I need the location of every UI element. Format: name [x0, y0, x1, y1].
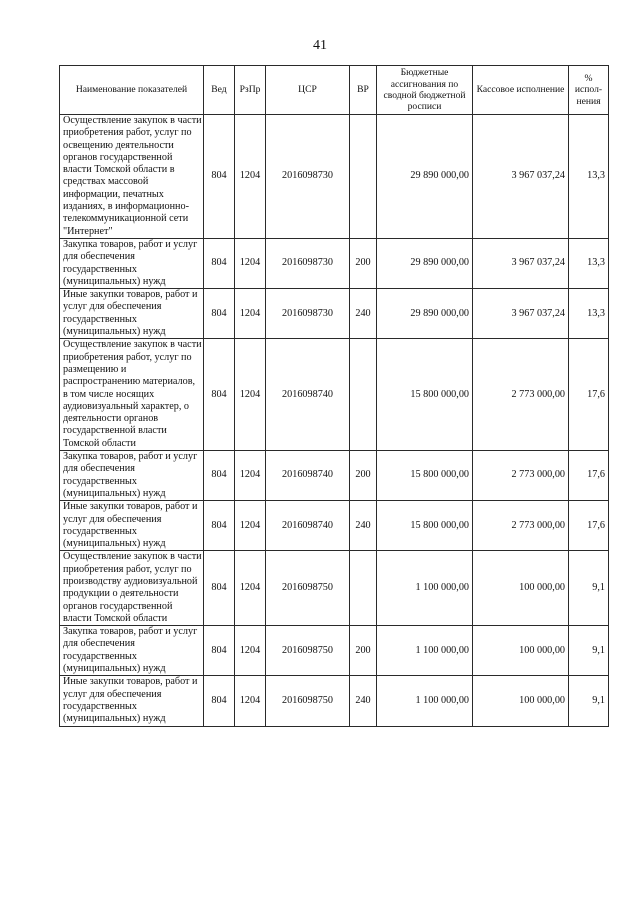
- row-ved: 804: [204, 551, 235, 626]
- row-cash: 3 967 037,24: [473, 289, 569, 339]
- table-row: [60, 238, 609, 288]
- row-rzpr: 1204: [235, 451, 266, 501]
- row-pct: 17,6: [569, 451, 609, 501]
- row-budget: 15 800 000,00: [377, 451, 473, 501]
- header-budget: Бюджетные ассигнования по сводной бюджетной росписи: [377, 66, 473, 115]
- row-rzpr: 1204: [235, 676, 266, 726]
- row-cash: 100 000,00: [473, 626, 569, 676]
- row-pct: 17,6: [569, 501, 609, 551]
- row-budget: 29 890 000,00: [377, 238, 473, 288]
- row-cash: 100 000,00: [473, 551, 569, 626]
- row-rzpr: 1204: [235, 115, 266, 239]
- row-csr: 2016098730: [266, 289, 350, 339]
- row-budget: 1 100 000,00: [377, 626, 473, 676]
- row-cash: 2 773 000,00: [473, 501, 569, 551]
- row-pct: 9,1: [569, 676, 609, 726]
- table-row: [60, 626, 609, 676]
- row-name: Осуществление закупок в части приобретения работ, услуг по размещению и распространению материалов, в том числе носящих аудиовизуальный характер, о деятельности органов государственной власти Томской области: [60, 339, 204, 451]
- row-csr: 2016098750: [266, 676, 350, 726]
- row-rzpr: 1204: [235, 551, 266, 626]
- row-ved: 804: [204, 289, 235, 339]
- row-csr: 2016098730: [266, 238, 350, 288]
- row-cash: 2 773 000,00: [473, 451, 569, 501]
- row-ved: 804: [204, 501, 235, 551]
- header-vr: ВР: [350, 66, 377, 115]
- row-vr: 240: [350, 676, 377, 726]
- row-csr: 2016098740: [266, 501, 350, 551]
- row-rzpr: 1204: [235, 626, 266, 676]
- row-budget: 1 100 000,00: [377, 676, 473, 726]
- row-ved: 804: [204, 339, 235, 451]
- row-vr: 240: [350, 289, 377, 339]
- row-ved: 804: [204, 238, 235, 288]
- header-pct: % испол-нения: [569, 66, 609, 115]
- row-ved: 804: [204, 451, 235, 501]
- row-pct: 17,6: [569, 339, 609, 451]
- row-name: Осуществление закупок в части приобретения работ, услуг по производству аудиовизуальной продукции о деятельности органов государственной власти Томской области: [60, 551, 204, 626]
- row-cash: 3 967 037,24: [473, 238, 569, 288]
- row-vr: 200: [350, 238, 377, 288]
- table-row: [60, 339, 609, 451]
- row-name: Иные закупки товаров, работ и услуг для обеспечения государственных (муниципальных) нужд: [60, 501, 204, 551]
- row-budget: 15 800 000,00: [377, 339, 473, 451]
- row-name: Осуществление закупок в части приобретения работ, услуг по освещению деятельности органов государственной власти Томской области в средствах массовой информации, печатных изданиях, в информационно-телекоммуникационной сети "Интернет": [60, 115, 204, 239]
- row-rzpr: 1204: [235, 289, 266, 339]
- row-vr: 200: [350, 626, 377, 676]
- row-rzpr: 1204: [235, 339, 266, 451]
- table-row: [60, 115, 609, 239]
- row-vr: [350, 551, 377, 626]
- row-rzpr: 1204: [235, 238, 266, 288]
- header-ved: Вед: [204, 66, 235, 115]
- row-csr: 2016098740: [266, 339, 350, 451]
- row-name: Закупка товаров, работ и услуг для обеспечения государственных (муниципальных) нужд: [60, 451, 204, 501]
- page-number: 41: [313, 38, 327, 53]
- row-ved: 804: [204, 115, 235, 239]
- row-pct: 13,3: [569, 289, 609, 339]
- row-pct: 9,1: [569, 626, 609, 676]
- header-name: Наименование показателей: [60, 66, 204, 115]
- row-vr: 240: [350, 501, 377, 551]
- row-name: Иные закупки товаров, работ и услуг для обеспечения государственных (муниципальных) нужд: [60, 676, 204, 726]
- row-cash: 3 967 037,24: [473, 115, 569, 239]
- table-row: [60, 451, 609, 501]
- row-vr: [350, 339, 377, 451]
- row-cash: 100 000,00: [473, 676, 569, 726]
- row-name: Иные закупки товаров, работ и услуг для обеспечения государственных (муниципальных) нужд: [60, 289, 204, 339]
- row-ved: 804: [204, 676, 235, 726]
- row-pct: 13,3: [569, 238, 609, 288]
- row-vr: [350, 115, 377, 239]
- row-rzpr: 1204: [235, 501, 266, 551]
- row-budget: 15 800 000,00: [377, 501, 473, 551]
- row-vr: 200: [350, 451, 377, 501]
- row-csr: 2016098740: [266, 451, 350, 501]
- row-csr: 2016098750: [266, 551, 350, 626]
- row-csr: 2016098750: [266, 626, 350, 676]
- row-budget: 1 100 000,00: [377, 551, 473, 626]
- header-cash: Кассовое исполнение: [473, 66, 569, 115]
- row-name: Закупка товаров, работ и услуг для обеспечения государственных (муниципальных) нужд: [60, 238, 204, 288]
- table-row: [60, 551, 609, 626]
- table-row: [60, 676, 609, 726]
- row-name: Закупка товаров, работ и услуг для обеспечения государственных (муниципальных) нужд: [60, 626, 204, 676]
- header-rzpr: РзПр: [235, 66, 266, 115]
- row-budget: 29 890 000,00: [377, 115, 473, 239]
- table-row: [60, 289, 609, 339]
- row-csr: 2016098730: [266, 115, 350, 239]
- row-ved: 804: [204, 626, 235, 676]
- row-pct: 13,3: [569, 115, 609, 239]
- header-csr: ЦСР: [266, 66, 350, 115]
- budget-execution-table: [59, 65, 609, 727]
- table-row: [60, 501, 609, 551]
- table-header-row: [60, 66, 609, 115]
- row-pct: 9,1: [569, 551, 609, 626]
- row-cash: 2 773 000,00: [473, 339, 569, 451]
- row-budget: 29 890 000,00: [377, 289, 473, 339]
